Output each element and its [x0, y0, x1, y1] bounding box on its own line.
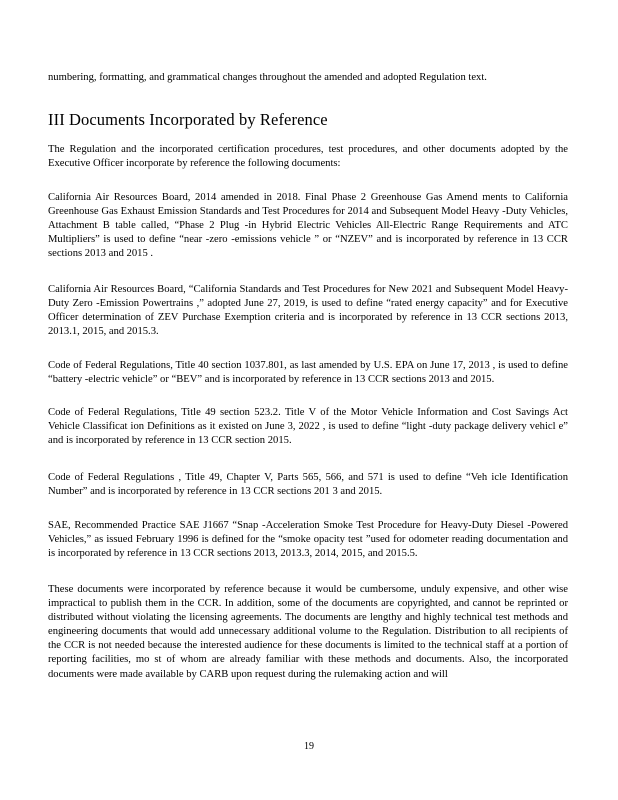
- section-heading: III Documents Incorporated by Reference: [48, 110, 328, 129]
- reference-item: California Air Resources Board, 2014 amended in 2018. Final Phase 2 Greenhouse Gas Amend ments to California Greenhouse Gas Exhaust Emission Standards and Test Procedures for 2014 and Subsequent Model Heavy -Duty Vehicles, Attachment B table called, “Phase 2 Plug -in Hybrid Electric Vehicles All-Electric Range Requirements and ATC Multipliers” is used to define “near -zero -emissions vehicle ” or “NZEV” and is incorporated by reference in 13 CCR sections 2013 and 2015 .: [48, 192, 568, 260]
- reference-item: California Air Resources Board, “California Standards and Test Procedures for New 2021 and Subsequent Model Heavy-Duty Zero -Emission Powertrains ,” adopted June 27, 2019, is used to define “rated energy capacity” and for Executive Officer determination of ZEV Purchase Exemption criteria and is incorporated by reference in 13 CCR sections 2013, 2013.1, 2015, and 2015.3.: [48, 284, 568, 338]
- reference-item: Code of Federal Regulations, Title 40 section 1037.801, as last amended by U.S. EPA on June 17, 2013 , is used to define “battery -electric vehicle” or “BEV” and is incorporated by reference in 13 CCR sections 2013 and 2015.: [48, 360, 568, 386]
- closing-paragraph: These documents were incorporated by reference because it would be cumbersome, unduly expensive, and other wise impractical to publish them in the CCR. In addition, some of the documents are copyrighted, and cannot be reprinted or distributed without violating the licensing agreements. The documents are lengthy and highly technical test methods and engineering documents that would add unnecessary additional volume to the Regulation. Distribution to all recipients of the CCR is not needed because the interested audience for these documents is limited to the technical staff at a portion of reporting facilities, mo st of whom are already familiar with these methods and documents. Also, the incorporated documents were made available by CARB upon request during the rulemaking action and will: [48, 584, 568, 680]
- intro-fragment: numbering, formatting, and grammatical changes throughout the amended and adopted Regulation text.: [48, 72, 487, 83]
- page-number: 19: [304, 741, 314, 752]
- reference-item: SAE, Recommended Practice SAE J1667 “Snap -Acceleration Smoke Test Procedure for Heavy-Duty Diesel -Powered Vehicles,” as issued February 1996 is defined for the “smoke opacity test ”used for odometer reading documentation and is incorporated by reference in 13 CCR sections 2013, 2013.3, 2014, 2015, and 2015.5.: [48, 520, 568, 560]
- reference-item: Code of Federal Regulations, Title 49 section 523.2. Title V of the Motor Vehicle Information and Cost Savings Act Vehicle Classificat ion Definitions as it existed on June 3, 2022 , is used to define “light -duty package delivery vehicl e” and is incorporated by reference in 13 CCR section 2015.: [48, 407, 568, 447]
- section-intro: The Regulation and the incorporated certification procedures, test procedures, and other documents adopted by the Executive Officer incorporate by reference the following documents:: [48, 144, 568, 170]
- reference-item: Code of Federal Regulations , Title 49, Chapter V, Parts 565, 566, and 571 is used to define “Veh icle Identification Number” and is incorporated by reference in 13 CCR sections 201 3 and 2015.: [48, 472, 568, 498]
